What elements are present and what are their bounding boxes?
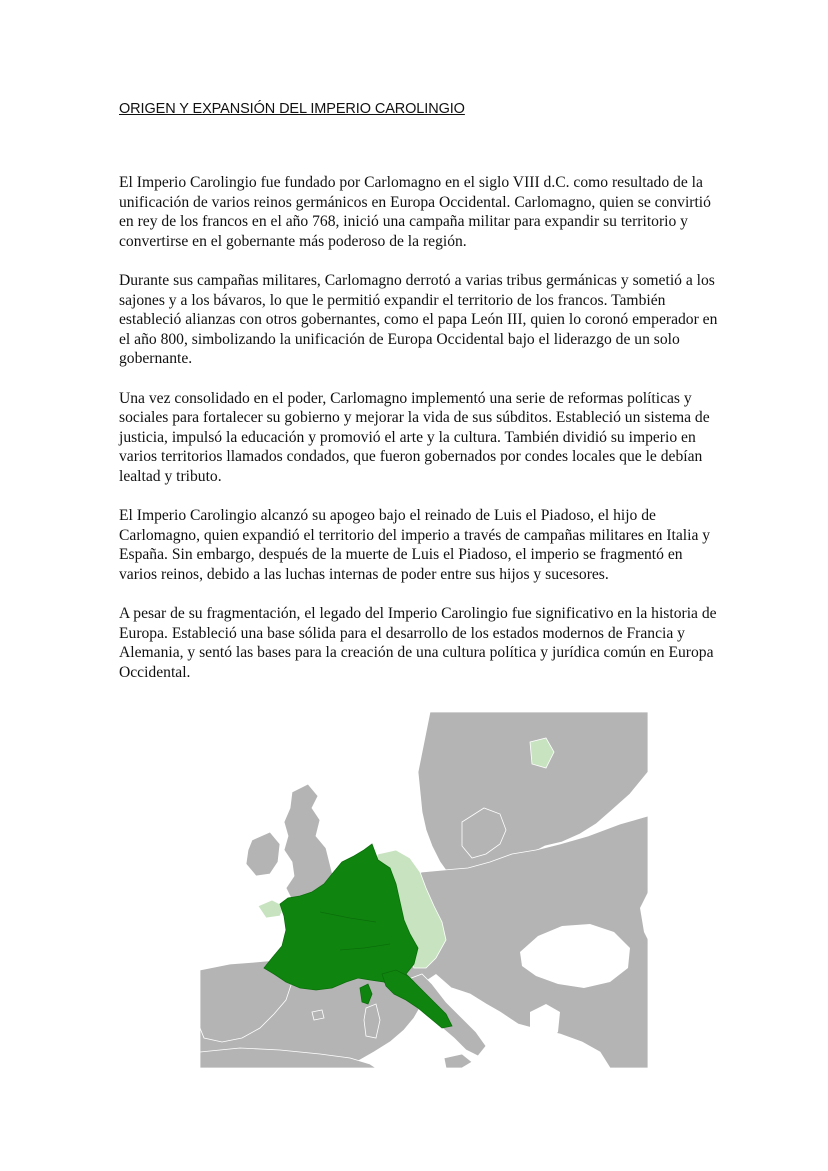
paragraph-1: El Imperio Carolingio fue fundado por Carlomagno en el siglo VIII d.C. como resultado de la unificación de varios reinos germánicos en Europa Occidental. Carlomagno, quien se convirtió en rey de los francos en el año 768, inició una campaña militar para expandir su territorio y convertirse en el gobernante más poderoso de la región. bbox=[119, 174, 711, 250]
paragraph-2: Durante sus campañas militares, Carlomagno derrotó a varias tribus germánicas y sometió a los sajones y a los bávaros, lo que le permitió expandir el territorio de los francos. También estableció alianzas con otros gobernantes, como el papa León III, quien lo coronó emperador en el año 800, simbolizando la unificación de Europa Occidental bajo el liderazgo de un solo gobernante. bbox=[119, 271, 718, 368]
page-title: ORIGEN Y EXPANSIÓN DEL IMPERIO CAROLINGIO bbox=[119, 101, 465, 117]
map-land-balearic bbox=[312, 1010, 324, 1020]
paragraph-4: El Imperio Carolingio alcanzó su apogeo bajo el reinado de Luis el Piadoso, el hijo de Carlomagno, quien expandió el territorio del imperio a través de campañas militares en Italia y España. Sin embargo, después de la muerte de Luis el Piadoso, el imperio se fragmentó en varios reinos, debido a las luchas internas de poder entre sus hijos y sucesores. bbox=[119, 507, 711, 583]
paragraph-5: A pesar de su fragmentación, el legado del Imperio Carolingio fue significativo en la historia de Europa. Estableció una base sólida para el desarrollo de los estados modernos de Francia y Alemania, y sentó las bases para la creación de una cultura política y jurídica común en Europa Occidental. bbox=[119, 605, 717, 681]
carolingian-empire-map bbox=[200, 712, 648, 1068]
paragraph-3: Una vez consolidado en el poder, Carlomagno implementó una serie de reformas políticas y sociales para fortalecer su gobierno y mejorar la vida de sus súbditos. Estableció un sistema de justicia, impulsó la educación y promovió el arte y la cultura. También dividió su imperio en varios territorios llamados condados, que fueron gobernados por condes locales que le debían lealtad y tributo. bbox=[119, 389, 710, 485]
document-body bbox=[119, 173, 719, 702]
